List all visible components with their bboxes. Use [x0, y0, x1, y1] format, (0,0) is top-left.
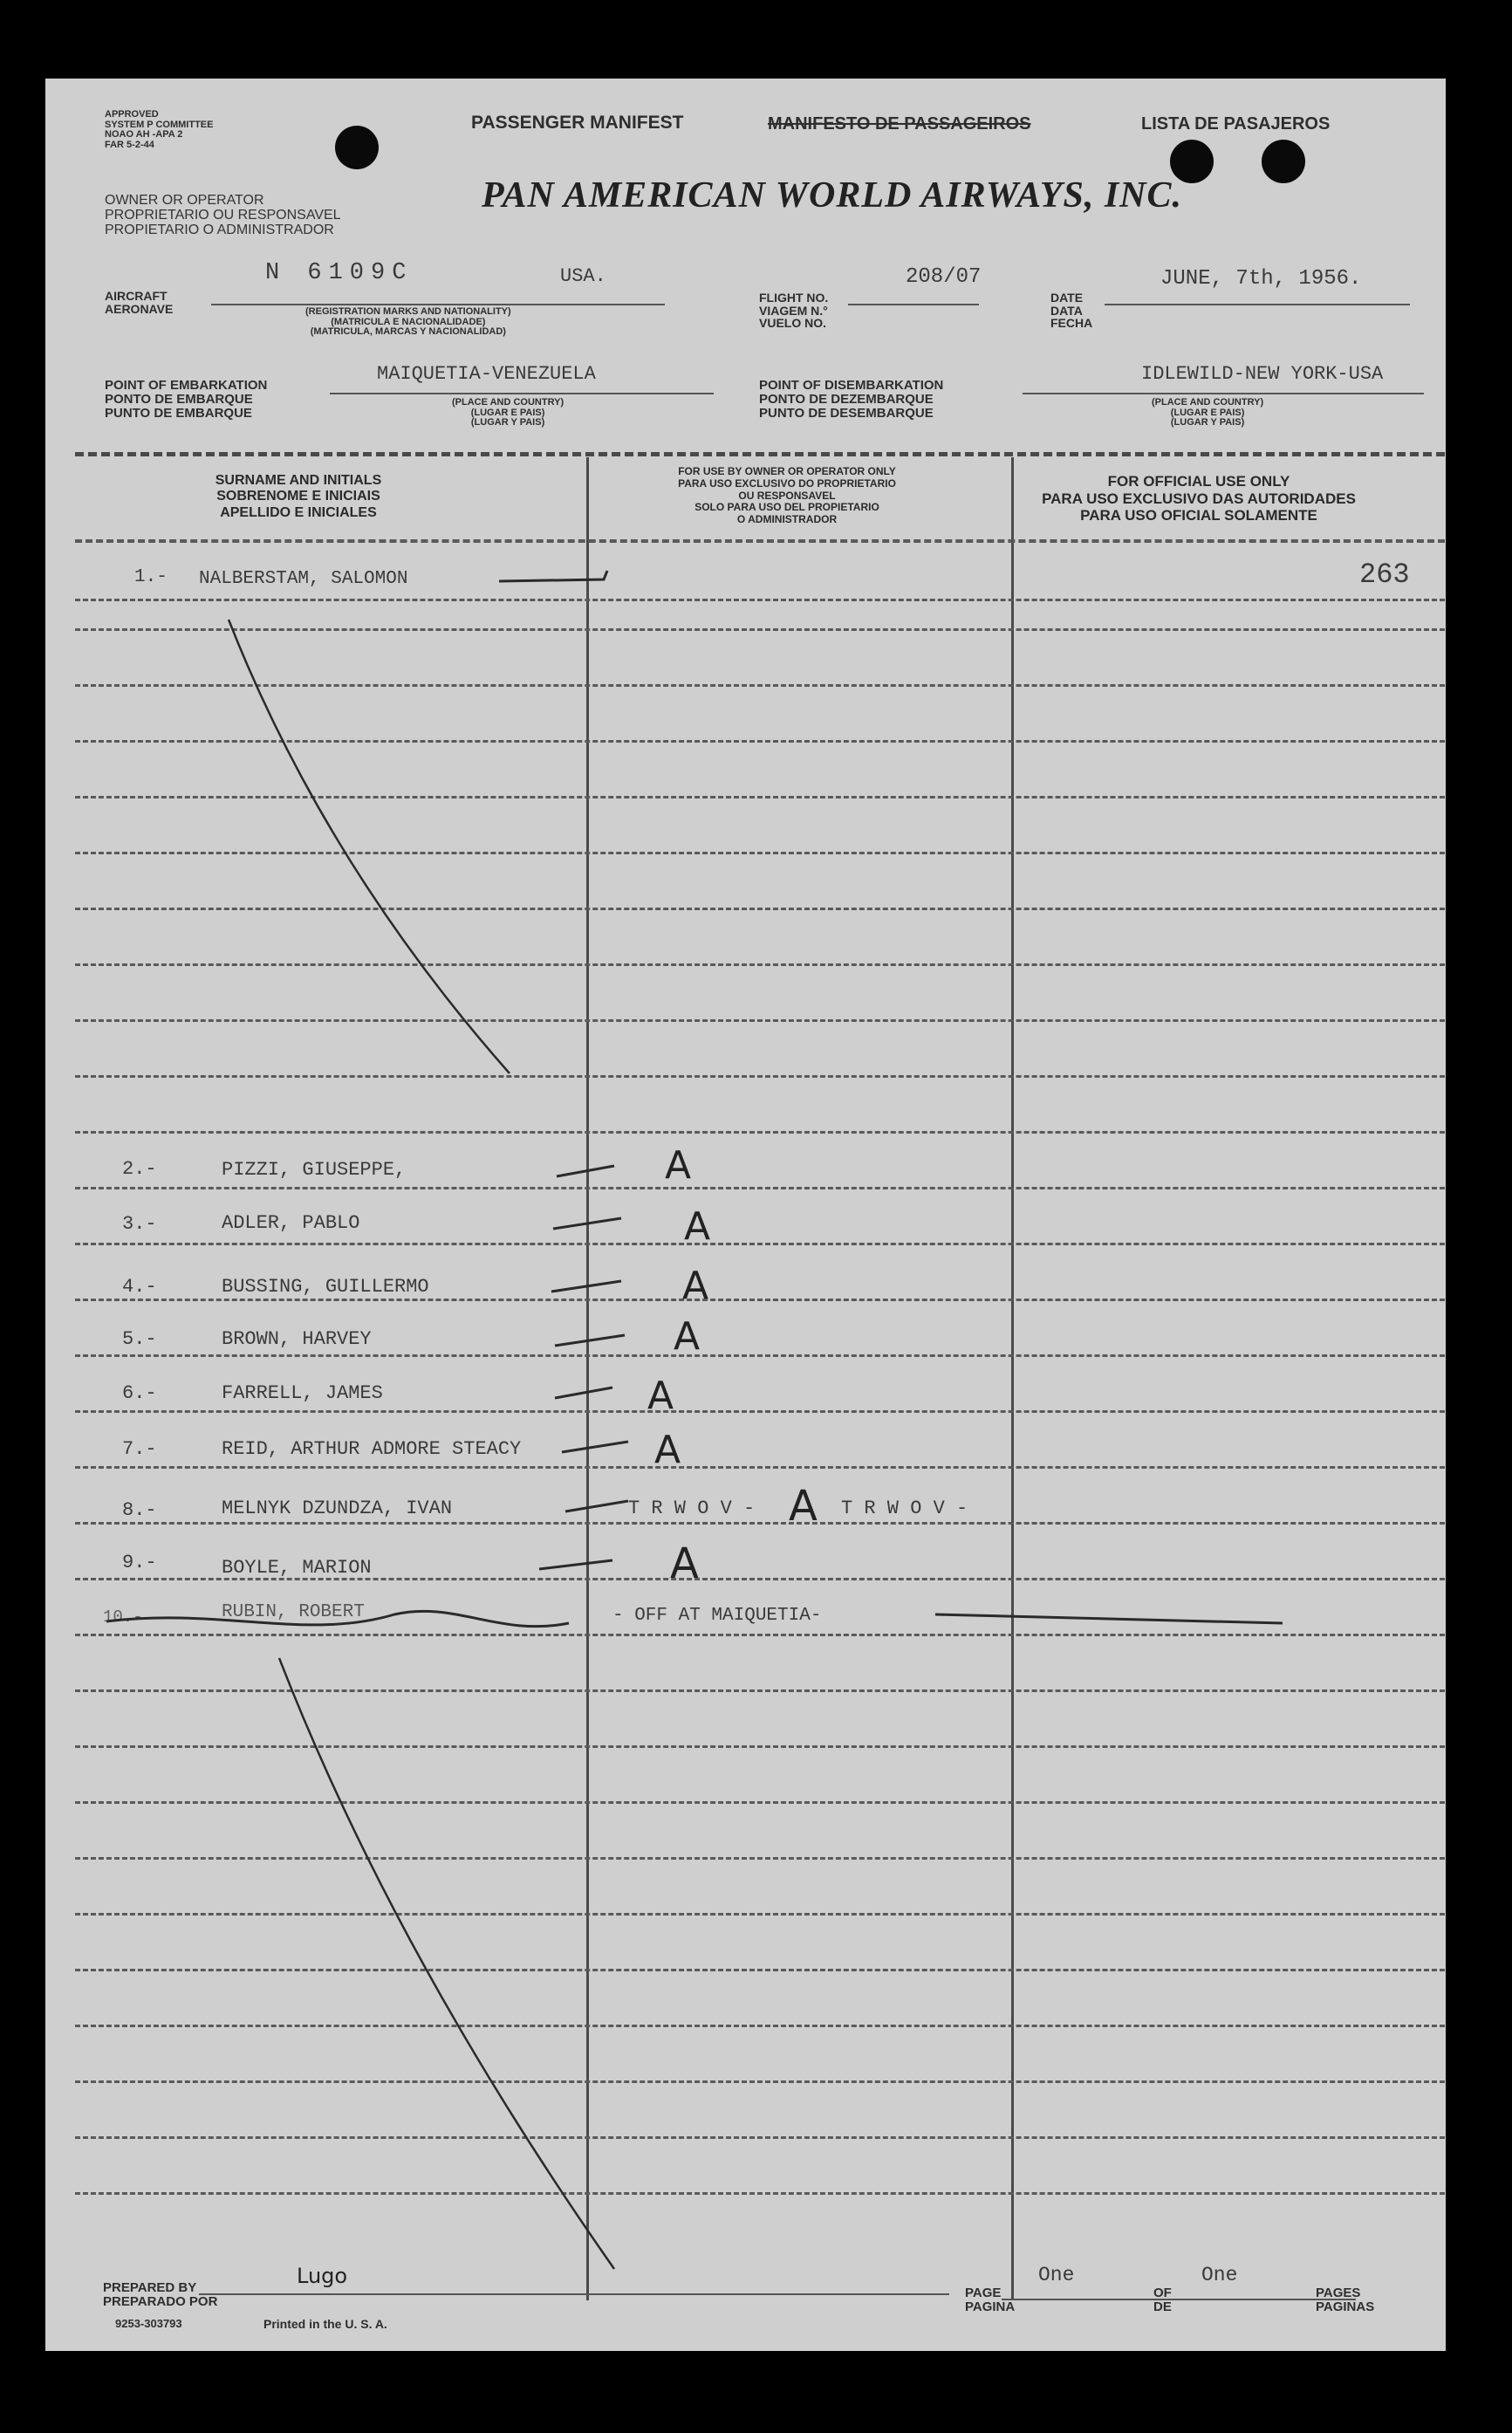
handwritten-strokes	[45, 79, 1446, 2351]
pages-label-en: PAGES	[1316, 2286, 1361, 2300]
embarkation-label-es: PUNTO DE EMBARQUE	[105, 405, 252, 421]
of-label	[1153, 2286, 1172, 2314]
col-official-use-3: PARA USO OFICIAL SOLAMENTE	[1080, 507, 1317, 524]
tick-passenger-6	[555, 1388, 612, 1398]
aircraft-sub-1: (REGISTRATION MARKS AND NATIONALITY)	[305, 306, 511, 317]
passenger-10-name: RUBIN, ROBERT	[222, 1602, 365, 1622]
tick-passenger-1	[499, 571, 607, 581]
col-names-pt: SOBRENOME E INICIAIS	[216, 489, 380, 504]
embarkation-sub-2: (LUGAR E PAIS)	[470, 407, 545, 418]
disembarkation-sub-2: (LUGAR E PAIS)	[1170, 407, 1245, 418]
tick-passenger-9	[539, 1560, 612, 1569]
passenger-4-number: 4.-	[122, 1276, 157, 1298]
owner-label-en: OWNER OR OPERATOR	[105, 193, 264, 208]
flight-label-es: VUELO NO.	[759, 316, 827, 331]
flight-label-en: FLIGHT NO.	[759, 291, 829, 305]
passenger-5-name: BROWN, HARVEY	[222, 1328, 372, 1350]
aircraft-sub-2: (MATRICULA E NACIONALIDADE)	[331, 316, 486, 327]
passenger-9-number: 9.-	[122, 1552, 157, 1573]
date-label-en: DATE	[1050, 291, 1084, 305]
flight-label-pt: VIAGEM N.°	[759, 303, 828, 318]
passenger-4-name: BUSSING, GUILLERMO	[222, 1276, 429, 1298]
col-owner-use-2: PARA USO EXCLUSIVO DO PROPRIETARIO	[678, 476, 896, 490]
passenger-2-number: 2.-	[122, 1158, 157, 1180]
tick-passenger-4	[551, 1281, 621, 1292]
aircraft-registration: N 6109C	[265, 260, 414, 286]
aircraft-sub-3: (MATRICULA, MARCAS Y NACIONALIDAD)	[310, 326, 506, 338]
approval-line-3: NOAO AH -APA 2	[105, 129, 183, 140]
passenger-3-number: 3.-	[122, 1213, 157, 1235]
disembarkation-label-es: PUNTO DE DESEMBARQUE	[759, 405, 934, 421]
passenger-4-mark: A	[682, 1264, 709, 1308]
col-owner-use-1: FOR USE BY OWNER OR OPERATOR ONLY	[678, 465, 896, 477]
flight-number: 208/07	[906, 265, 982, 289]
official-number: 263	[1359, 559, 1410, 591]
tick-passenger-7	[562, 1442, 628, 1452]
date-label-pt: DATA	[1050, 303, 1083, 318]
page-label-pt: PAGINA	[965, 2299, 1016, 2314]
disembarkation-value: IDLEWILD-NEW YORK-USA	[1141, 363, 1384, 385]
disembarkation-label-pt: PONTO DE DEZEMBARQUE	[759, 391, 934, 407]
passenger-2-name: PIZZI, GIUSEPPE,	[222, 1159, 407, 1181]
owner-label-es: PROPIETARIO O ADMINISTRADOR	[105, 222, 334, 237]
tick-passenger-8	[565, 1501, 628, 1511]
approval-line-1: APPROVED	[105, 109, 159, 120]
approval-line-4: FAR 5-2-44	[105, 139, 154, 150]
passenger-9-name: BOYLE, MARION	[222, 1557, 372, 1579]
passenger-7-number: 7.-	[122, 1438, 157, 1460]
aircraft-nationality: USA.	[560, 265, 606, 287]
passenger-7-mark: A	[654, 1428, 681, 1472]
passenger-8-name: MELNYK DZUNDZA, IVAN	[222, 1497, 453, 1519]
title-lista: LISTA DE PASAJEROS	[1141, 114, 1331, 134]
passenger-2-mark: A	[665, 1143, 692, 1188]
passenger-3-mark: A	[684, 1204, 711, 1249]
passenger-9-mark: A	[670, 1539, 699, 1588]
passenger-5-mark: A	[674, 1314, 701, 1359]
prepared-underline	[199, 2293, 949, 2295]
passenger-10-number: 10.-	[103, 1607, 143, 1627]
pages-label	[1316, 2286, 1374, 2314]
form-number: 9253-303793	[115, 2317, 182, 2330]
page-label-en: PAGE	[965, 2286, 1002, 2300]
embarkation-label-pt: PONTO DE EMBARQUE	[105, 391, 253, 407]
passenger-10-owner-note: - OFF AT MAIQUETIA-	[612, 1606, 822, 1626]
disembarkation-sub-3: (LUGAR Y PAIS)	[1170, 417, 1245, 428]
passenger-6-mark: A	[647, 1374, 674, 1418]
passenger-6-number: 6.-	[122, 1382, 157, 1404]
of-label-pt: DE	[1153, 2299, 1172, 2314]
passenger-1-number: 1.-	[134, 567, 168, 587]
col-owner-use-4: SOLO PARA USO DEL PROPIETARIO	[694, 501, 879, 514]
date-value: JUNE, 7th, 1956.	[1160, 267, 1362, 291]
of-label-en: OF	[1153, 2286, 1172, 2300]
col-names-en: SURNAME AND INITIALS	[215, 473, 382, 488]
col-names-es: APELLIDO E INICIALES	[220, 504, 377, 520]
col-official-use-2: PARA USO EXCLUSIVO DAS AUTORIDADES	[1042, 490, 1356, 507]
passenger-5-number: 5.-	[122, 1328, 157, 1350]
tick-passenger-3	[553, 1218, 621, 1229]
prepared-label-pt: PREPARADO POR	[103, 2293, 218, 2309]
embarkation-label-en: POINT OF EMBARKATION	[105, 378, 268, 393]
void-slash-top	[229, 620, 510, 1073]
prepared-value: Lugo	[297, 2264, 348, 2288]
col-official-use-1: FOR OFFICIAL USE ONLY	[1107, 473, 1290, 490]
aircraft-label-es: AERONAVE	[105, 301, 174, 316]
embarkation-value: MAIQUETIA-VENEZUELA	[377, 363, 596, 385]
col-owner-use-5: O ADMINISTRADOR	[736, 513, 838, 526]
approval-line-2: SYSTEM P COMMITTEE	[105, 119, 214, 130]
embarkation-sub-1: (PLACE AND COUNTRY)	[452, 397, 564, 408]
passenger-8-number: 8.-	[122, 1499, 157, 1521]
passenger-8-mark: A	[789, 1482, 818, 1531]
date-label-es: FECHA	[1050, 316, 1093, 331]
page-value: One	[1038, 2264, 1075, 2286]
embarkation-sub-3: (LUGAR Y PAIS)	[470, 417, 545, 428]
prepared-label-en: PREPARED BY	[103, 2280, 197, 2295]
tick-passenger-5	[555, 1335, 625, 1346]
title-passenger-manifest: PASSENGER MANIFEST	[471, 113, 684, 133]
pages-label-pt: PAGINAS	[1316, 2299, 1375, 2314]
aircraft-label-en: AIRCRAFT	[105, 289, 168, 303]
off-line-rule	[935, 1614, 1283, 1623]
passenger-3-name: ADLER, PABLO	[222, 1212, 360, 1234]
company-name: PAN AMERICAN WORLD AIRWAYS, INC.	[482, 175, 1183, 216]
of-value: One	[1201, 2264, 1238, 2286]
disembarkation-sub-1: (PLACE AND COUNTRY)	[1152, 397, 1264, 408]
disembarkation-label-en: POINT OF DISEMBARKATION	[759, 378, 944, 393]
printed-notice: Printed in the U. S. A.	[263, 2317, 387, 2331]
tick-passenger-2	[557, 1166, 614, 1176]
title-manifesto: MANIFESTO DE PASSAGEIROS	[768, 114, 1031, 134]
owner-label-pt: PROPRIETARIO OU RESPONSAVEL	[105, 207, 341, 223]
col-owner-use-3: OU RESPONSAVEL	[738, 489, 836, 502]
passenger-7-name: REID, ARTHUR ADMORE STEACY	[222, 1438, 522, 1460]
strike-passenger-10	[106, 1611, 569, 1626]
passenger-1-name: NALBERSTAM, SALOMON	[199, 569, 408, 589]
manifest-sheet	[45, 79, 1446, 2351]
passenger-8-owner-note: T R W O V -	[628, 1497, 756, 1519]
passenger-6-name: FARRELL, JAMES	[222, 1382, 383, 1404]
void-slash-bottom	[279, 1658, 614, 2269]
passenger-8-owner-note-right: T R W O V -	[841, 1497, 968, 1519]
